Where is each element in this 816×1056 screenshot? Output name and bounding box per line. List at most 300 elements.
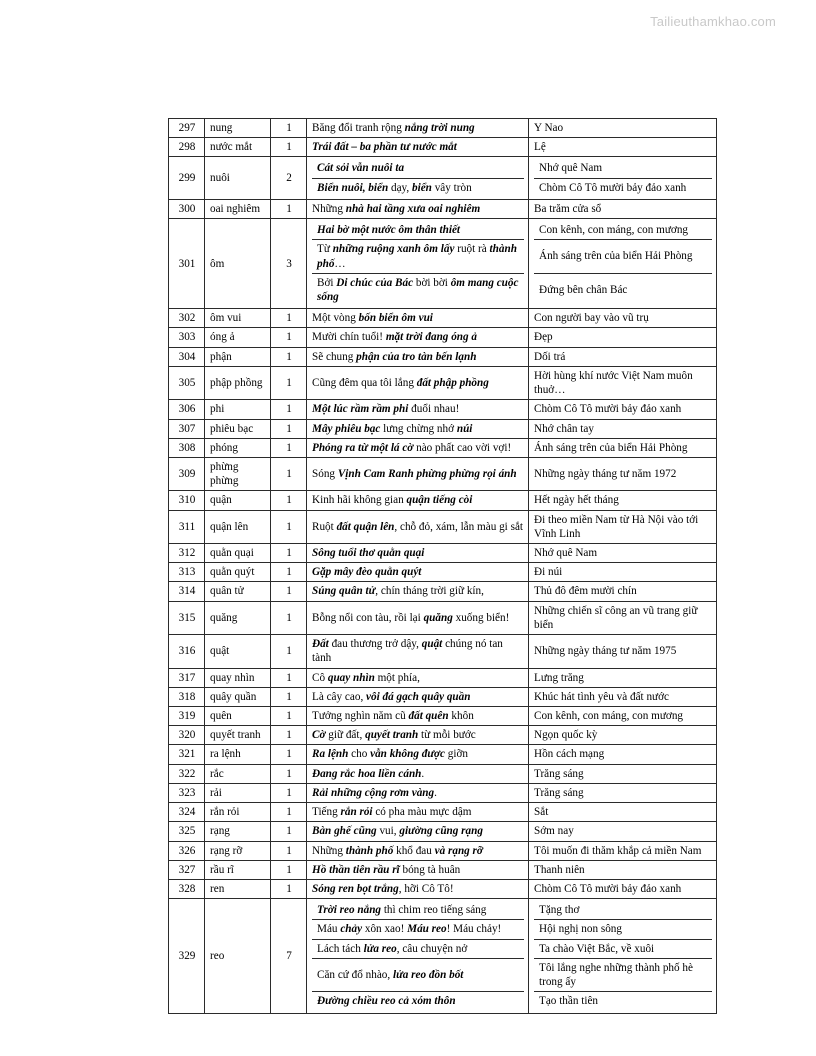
quote-emphasis: Cờ <box>312 729 329 742</box>
entry-count: 1 <box>271 635 307 668</box>
entry-quote <box>307 347 529 366</box>
table-row <box>169 544 717 563</box>
entry-count: 7 <box>271 899 307 1013</box>
quote-plain: giữ đất, <box>328 729 366 742</box>
quote-emphasis: vôi đá gạch quây quần <box>366 690 471 703</box>
entry-word: ra lệnh <box>205 745 271 764</box>
entry-word: phóng <box>205 438 271 457</box>
entry-number: 298 <box>169 138 205 157</box>
entry-source: Tôi muốn đi thăm khắp cả miền Nam <box>529 841 717 860</box>
entry-count: 1 <box>271 328 307 347</box>
entry-source: Sắt <box>529 803 717 822</box>
entry-quote-group <box>307 219 529 309</box>
entry-number: 329 <box>169 899 205 1013</box>
entry-source: Những ngày tháng tư năm 1975 <box>529 635 717 668</box>
quote-emphasis: lửa reo đồn bốt <box>392 968 464 981</box>
entry-source: Ba trăm cửa sổ <box>529 199 717 218</box>
entry-source: Những chiến sĩ công an vũ trang giữ biển <box>529 601 717 634</box>
entry-source-group <box>529 157 717 199</box>
quote-emphasis: Đất <box>312 638 332 651</box>
entry-word: rắc <box>205 764 271 783</box>
entry-count: 1 <box>271 668 307 687</box>
quote-emphasis: quăng <box>423 611 456 624</box>
entry-source: Dối trá <box>529 347 717 366</box>
quote-plain: Tiếng <box>312 806 341 819</box>
entry-count: 3 <box>271 219 307 309</box>
quote-plain: Là cây cao, <box>312 690 367 703</box>
entry-number: 297 <box>169 119 205 138</box>
quote-plain: ruột rà <box>457 243 490 256</box>
quote-emphasis: quay nhìn <box>327 671 378 684</box>
table-row <box>169 879 717 898</box>
entry-quote <box>307 544 529 563</box>
table-row <box>169 860 717 879</box>
quote-emphasis: Cát sỏi vẫn nuôi ta <box>317 162 405 175</box>
entry-word: phừng phừng <box>205 457 271 490</box>
quote-emphasis: thành phố <box>345 844 397 857</box>
entry-count: 1 <box>271 822 307 841</box>
entry-quote <box>312 901 524 920</box>
entry-number: 318 <box>169 687 205 706</box>
entry-quote <box>307 138 529 157</box>
quote-emphasis: những ruộng xanh ôm lấy <box>332 243 458 256</box>
quote-plain: khổ đau <box>396 844 435 857</box>
quote-plain: Căn cứ đổ nhào, <box>317 968 393 981</box>
table-row <box>169 119 717 138</box>
entry-number: 327 <box>169 860 205 879</box>
entry-number: 308 <box>169 438 205 457</box>
entry-quote <box>307 601 529 634</box>
watermark-text: Tailieuthamkhao.com <box>650 14 776 29</box>
entry-source: Đẹp <box>529 328 717 347</box>
quote-subrow <box>312 240 524 273</box>
entry-number: 300 <box>169 199 205 218</box>
quote-plain: đuổi nhau! <box>411 403 460 416</box>
quote-emphasis: rắn rỏi <box>340 806 376 819</box>
quote-emphasis: mặt trời đang óng ả <box>385 331 477 344</box>
entry-word: quằn quýt <box>205 563 271 582</box>
entry-word: ôm vui <box>205 309 271 328</box>
entry-quote <box>307 635 529 668</box>
entry-source: Nhớ quê Nam <box>529 544 717 563</box>
source-subrow <box>534 901 712 920</box>
entry-word: rắn rỏi <box>205 803 271 822</box>
quote-plain: Mười chín tuổi! <box>312 331 386 344</box>
table-row <box>169 347 717 366</box>
source-subrow <box>534 159 712 178</box>
entry-word: rạng rỡ <box>205 841 271 860</box>
source-subrow <box>534 273 712 306</box>
table-row <box>169 309 717 328</box>
entry-word: reo <box>205 899 271 1013</box>
table-row <box>169 400 717 419</box>
table-row <box>169 328 717 347</box>
quote-plain: Những <box>312 844 346 857</box>
entry-number: 309 <box>169 457 205 490</box>
entry-source: Đi núi <box>529 563 717 582</box>
entry-number: 315 <box>169 601 205 634</box>
quote-emphasis: bốn biển ôm vui <box>358 312 433 325</box>
table-row <box>169 687 717 706</box>
entry-quote <box>312 958 524 991</box>
quote-emphasis: thành phố <box>317 243 517 270</box>
quote-emphasis: núi <box>456 422 473 435</box>
table-row <box>169 707 717 726</box>
quote-plain: lưng chừng nhớ <box>383 422 457 435</box>
entry-quote <box>307 438 529 457</box>
quote-plain: bóng tà huân <box>402 863 461 876</box>
entry-word: phập phồng <box>205 366 271 399</box>
quote-plain: Tưởng nghìn năm cũ <box>312 710 409 722</box>
entry-source-group <box>529 899 717 1013</box>
quote-emphasis: đất phập phồng <box>416 376 489 389</box>
entry-source: Lệ <box>529 138 717 157</box>
entry-source: Sớm nay <box>529 822 717 841</box>
entry-number: 299 <box>169 157 205 199</box>
entry-count: 1 <box>271 745 307 764</box>
entry-number: 325 <box>169 822 205 841</box>
quote-plain: Băng đổi tranh rộng <box>312 122 405 134</box>
entry-word: rải <box>205 783 271 802</box>
table-row <box>169 138 717 157</box>
quote-plain: vây tròn <box>434 181 472 194</box>
quote-plain: chúng nó tan tành <box>312 638 503 665</box>
quote-plain: Bỗng nổi con tàu, rồi lại <box>312 611 424 624</box>
quote-emphasis: Hồ thần tiên rầu rĩ <box>312 863 403 876</box>
entry-number: 307 <box>169 419 205 438</box>
quote-plain: Ruột <box>312 520 337 533</box>
entry-quote <box>307 803 529 822</box>
entry-source: Chòm Cô Tô mười bảy đảo xanh <box>539 181 687 194</box>
entry-quote <box>307 491 529 510</box>
quote-plain: thì chim reo tiếng sáng <box>383 904 487 917</box>
entry-source: Hồn cách mạng <box>529 745 717 764</box>
entry-word: quân tử <box>205 582 271 601</box>
entry-count: 2 <box>271 157 307 199</box>
quote-plain: bời bời <box>415 276 451 289</box>
entry-number: 303 <box>169 328 205 347</box>
entry-quote <box>307 745 529 764</box>
quote-emphasis: chảy <box>340 923 365 936</box>
entry-number: 306 <box>169 400 205 419</box>
entry-number: 302 <box>169 309 205 328</box>
entry-count: 1 <box>271 438 307 457</box>
table-row <box>169 668 717 687</box>
entry-quote <box>312 159 524 178</box>
table-row <box>169 745 717 764</box>
entry-source: Chòm Cô Tô mười bảy đảo xanh <box>529 400 717 419</box>
source-subrow <box>534 920 712 939</box>
quote-subrow <box>312 958 524 991</box>
entry-quote <box>307 366 529 399</box>
table-row <box>169 510 717 543</box>
entry-word: oai nghiêm <box>205 199 271 218</box>
entry-quote <box>312 920 524 939</box>
table-row <box>169 419 717 438</box>
quote-emphasis: Sông tuổi thơ quằn quại <box>312 547 425 560</box>
entry-quote <box>307 764 529 783</box>
quote-plain: Một vòng <box>312 312 359 325</box>
entry-quote <box>312 240 524 273</box>
quote-emphasis: biển <box>412 181 435 194</box>
entry-word: quăng <box>205 601 271 634</box>
entry-quote <box>312 939 524 958</box>
table-row <box>169 841 717 860</box>
quote-emphasis: Đường chiều reo cả xóm thôn <box>317 995 456 1008</box>
table-row <box>169 726 717 745</box>
entry-number: 316 <box>169 635 205 668</box>
quote-plain: đau thương trở dậy, <box>331 638 422 651</box>
quote-plain: Từ <box>317 243 333 256</box>
entry-source: Thanh niên <box>529 860 717 879</box>
quote-emphasis: Bàn ghế cũng <box>312 825 380 838</box>
entry-count: 1 <box>271 860 307 879</box>
quote-plain: nào phất cao vời vợi! <box>416 441 512 454</box>
table-row <box>169 219 717 309</box>
quote-plain: vui, <box>379 825 400 838</box>
quote-plain: khôn <box>451 710 474 722</box>
entry-quote <box>307 879 529 898</box>
source-subrow <box>534 992 712 1011</box>
table-row <box>169 491 717 510</box>
entry-quote <box>307 510 529 543</box>
quote-emphasis: Một lúc rầm rầm phi <box>312 403 412 416</box>
entry-number: 328 <box>169 879 205 898</box>
quote-plain: ! Máu chảy! <box>446 923 502 936</box>
quote-emphasis: Máu reo <box>407 923 447 936</box>
table-row <box>169 601 717 634</box>
entry-count: 1 <box>271 841 307 860</box>
entry-source: Ta chào Việt Bắc, về xuôi <box>534 939 712 958</box>
quote-plain: Cũng đêm qua tôi lắng <box>312 376 417 389</box>
entry-source: Đứng bên chân Bác <box>539 283 628 296</box>
quote-emphasis: Đang rắc hoa liền cánh <box>312 767 422 780</box>
entry-quote <box>307 582 529 601</box>
entry-count: 1 <box>271 726 307 745</box>
quote-plain: , chín tháng trời giữ kín, <box>375 585 484 598</box>
entry-source: Nhớ quê Nam <box>534 159 712 178</box>
table-row <box>169 366 717 399</box>
quote-emphasis: và rạng rỡ <box>434 844 483 857</box>
quote-emphasis: Di chúc của Bác <box>336 276 416 289</box>
entry-quote <box>307 841 529 860</box>
entry-number: 322 <box>169 764 205 783</box>
table-row <box>169 563 717 582</box>
entry-source: Tạo thần tiên <box>539 995 599 1008</box>
quote-subrow <box>312 273 524 306</box>
entry-count: 1 <box>271 510 307 543</box>
quote-subrow <box>312 920 524 939</box>
entry-quote <box>307 668 529 687</box>
quote-plain: một phía, <box>377 671 420 684</box>
quote-emphasis: quyết tranh <box>365 729 422 742</box>
quote-emphasis: đất quên <box>408 710 452 722</box>
quote-plain: . <box>421 767 425 780</box>
source-subrow <box>534 939 712 958</box>
entry-quote <box>307 328 529 347</box>
quote-emphasis: đất quận lên <box>336 520 395 533</box>
entry-source: Con kênh, con máng, con mương <box>534 221 712 240</box>
entry-word: phiêu bạc <box>205 419 271 438</box>
quote-subrow <box>312 939 524 958</box>
quote-emphasis: Gặp mây đèo quằn quýt <box>312 566 422 579</box>
entry-source: Hết ngày hết tháng <box>529 491 717 510</box>
quote-plain: xôn xao! <box>364 923 408 936</box>
entry-quote <box>312 992 524 1011</box>
entry-number: 324 <box>169 803 205 822</box>
entry-source-group <box>529 219 717 309</box>
quote-plain: Những <box>312 202 346 215</box>
entry-number: 317 <box>169 668 205 687</box>
quote-plain: Bởi <box>317 276 337 289</box>
entry-quote <box>307 726 529 745</box>
quote-emphasis: Hai bờ một nước ôm thân thiết <box>317 224 461 237</box>
quote-emphasis: phận của tro tàn bến lạnh <box>356 350 477 363</box>
table-row <box>169 899 717 1013</box>
entry-word: quật <box>205 635 271 668</box>
entry-word: quận <box>205 491 271 510</box>
entry-source: Trăng sáng <box>529 783 717 802</box>
table-row <box>169 803 717 822</box>
entry-count: 1 <box>271 309 307 328</box>
quote-emphasis: Vịnh Cam Ranh phừng phừng rọi ánh <box>337 468 517 481</box>
entry-number: 323 <box>169 783 205 802</box>
entry-count: 1 <box>271 879 307 898</box>
entry-word: quận lên <box>205 510 271 543</box>
quote-emphasis: Ra lệnh <box>312 748 352 761</box>
entry-count: 1 <box>271 764 307 783</box>
entry-number: 301 <box>169 219 205 309</box>
quote-plain: có pha màu mực dậm <box>375 806 472 819</box>
entry-source: Những ngày tháng tư năm 1972 <box>529 457 717 490</box>
entry-word: nuôi <box>205 157 271 199</box>
table-row <box>169 635 717 668</box>
quote-subrow <box>312 221 524 240</box>
table-row <box>169 199 717 218</box>
entry-word: quay nhìn <box>205 668 271 687</box>
table-row <box>169 764 717 783</box>
quote-plain: … <box>334 257 346 270</box>
quote-plain: , chỗ đỏ, xám, lẫn màu gi sắt <box>394 520 524 533</box>
entry-count: 1 <box>271 582 307 601</box>
vocabulary-table-container <box>168 118 716 1014</box>
quote-subrow <box>312 901 524 920</box>
source-subrow <box>534 240 712 273</box>
vocabulary-table <box>168 118 717 1014</box>
quote-emphasis: Súng quân tử <box>312 585 376 598</box>
entry-source: Hời hùng khí nước Việt Nam muôn thuở… <box>529 366 717 399</box>
quote-emphasis: vẫn không được <box>370 748 448 761</box>
table-row <box>169 822 717 841</box>
table-row <box>169 783 717 802</box>
entry-count: 1 <box>271 457 307 490</box>
entry-quote <box>307 199 529 218</box>
source-subrow <box>534 958 712 991</box>
entry-count: 1 <box>271 419 307 438</box>
entry-source: Đi theo miền Nam từ Hà Nội vào tới Vĩnh Linh <box>529 510 717 543</box>
quote-subrow <box>312 178 524 197</box>
quote-emphasis: lửa reo <box>363 942 397 955</box>
quote-emphasis: Sóng ren bọt trắng <box>312 882 399 895</box>
entry-word: phi <box>205 400 271 419</box>
entry-quote <box>307 687 529 706</box>
entry-word: quên <box>205 707 271 726</box>
entry-source: Thủ đô đêm mười chín <box>529 582 717 601</box>
quote-plain: , câu chuyện nở <box>396 942 468 955</box>
entry-source: Lưng trăng <box>529 668 717 687</box>
entry-quote-group <box>307 899 529 1013</box>
entry-count: 1 <box>271 400 307 419</box>
entry-word: nung <box>205 119 271 138</box>
quote-plain: . <box>434 786 437 799</box>
entry-number: 305 <box>169 366 205 399</box>
entry-word: quằn quại <box>205 544 271 563</box>
quote-plain: Máu <box>317 923 341 936</box>
entry-source: Hội nghị non sông <box>534 920 712 939</box>
entry-source: Con kênh, con máng, con mương <box>529 707 717 726</box>
entry-source: Tôi lắng nghe những thành phố hè trong ấy <box>534 958 712 991</box>
quote-subrow <box>312 159 524 178</box>
entry-number: 314 <box>169 582 205 601</box>
entry-quote <box>307 707 529 726</box>
quote-emphasis: Biển nuôi, biển <box>317 181 391 194</box>
entry-word: óng ả <box>205 328 271 347</box>
entry-source: Khúc hát tình yêu và đất nước <box>529 687 717 706</box>
entry-count: 1 <box>271 119 307 138</box>
quote-plain: dạy, <box>390 181 413 194</box>
table-row <box>169 457 717 490</box>
entry-count: 1 <box>271 687 307 706</box>
quote-subrow <box>312 992 524 1011</box>
quote-plain: , hỡi Cô Tô! <box>398 882 454 895</box>
entry-source: Ánh sáng trên của biển Hải Phòng <box>534 240 712 273</box>
entry-word: rầu rĩ <box>205 860 271 879</box>
entry-number: 311 <box>169 510 205 543</box>
quote-plain: Sẽ chung <box>312 350 357 363</box>
entry-quote <box>307 400 529 419</box>
entry-quote <box>307 457 529 490</box>
entry-source: Chòm Cô Tô mười bảy đảo xanh <box>529 879 717 898</box>
entry-count: 1 <box>271 803 307 822</box>
entry-quote <box>307 783 529 802</box>
entry-quote <box>312 178 524 197</box>
entry-count: 1 <box>271 491 307 510</box>
source-subrow <box>534 221 712 240</box>
entry-quote <box>312 221 524 240</box>
entry-quote <box>307 563 529 582</box>
entry-number: 321 <box>169 745 205 764</box>
quote-emphasis: nhà hai tầng xưa oai nghiêm <box>345 202 481 215</box>
entry-quote <box>307 822 529 841</box>
quote-plain: Kinh hãi không gian <box>312 494 407 507</box>
quote-plain: giỡn <box>447 748 469 761</box>
quote-emphasis: Trái đất – ba phần tư nước mắt <box>312 141 457 154</box>
entry-quote <box>307 119 529 138</box>
quote-plain: Lách tách <box>317 942 364 955</box>
entry-count: 1 <box>271 707 307 726</box>
entry-quote <box>312 273 524 306</box>
table-row <box>169 157 717 199</box>
entry-number: 310 <box>169 491 205 510</box>
quote-emphasis: Trời reo nắng <box>317 904 384 917</box>
quote-emphasis: quận tiếng còi <box>406 494 473 507</box>
quote-emphasis: Phóng ra từ một lá cờ <box>312 441 417 454</box>
quote-emphasis: ôm mang cuộc sống <box>317 276 519 303</box>
entry-source: Y Nao <box>529 119 717 138</box>
entry-count: 1 <box>271 783 307 802</box>
quote-plain: từ mỗi bước <box>421 729 476 742</box>
quote-emphasis: quật <box>421 638 446 651</box>
